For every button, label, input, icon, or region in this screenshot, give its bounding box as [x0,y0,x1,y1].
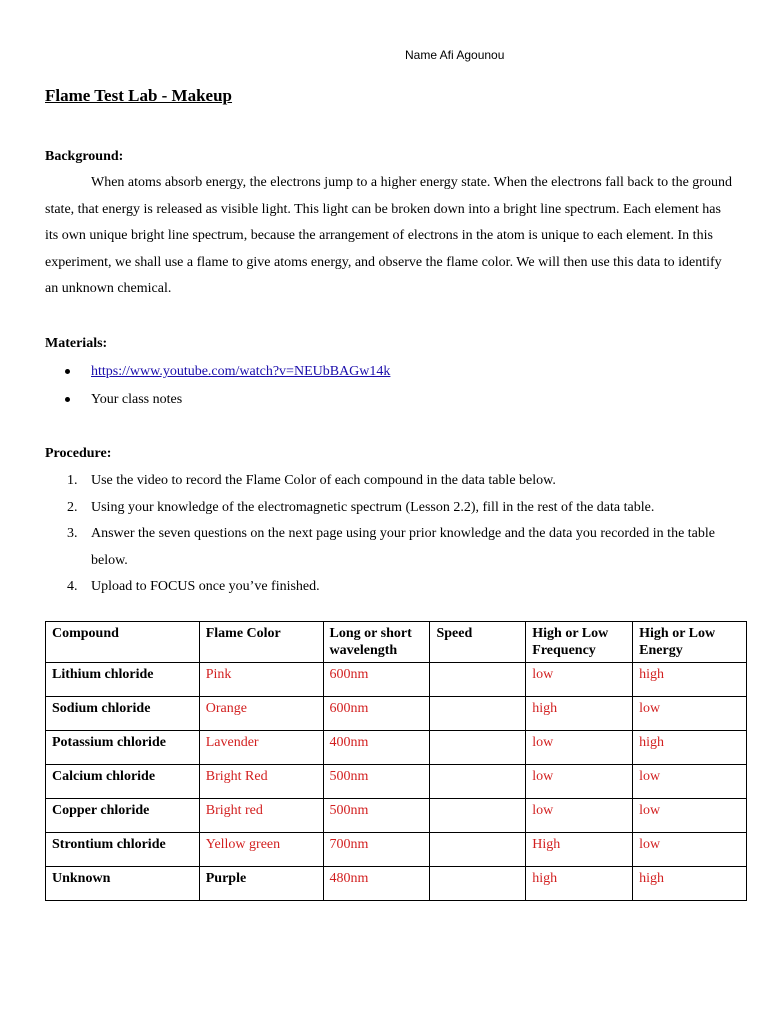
table-row [46,867,747,901]
compound-cell: Sodium chloride [46,697,200,731]
step-text: Answer the seven questions on the next page using your prior knowledge and the data you recorded in the table below. [91,526,715,568]
flame-color-cell[interactable]: Pink [199,663,323,697]
wavelength-cell[interactable]: 480nm [323,867,430,901]
frequency-cell[interactable]: low [526,731,633,765]
column-header: Compound [46,622,200,663]
speed-cell[interactable] [430,697,526,731]
energy-cell[interactable]: low [633,799,747,833]
energy-cell[interactable]: high [633,663,747,697]
compound-cell: Lithium chloride [46,663,200,697]
table-row [46,833,747,867]
wavelength-cell[interactable]: 500nm [323,799,430,833]
procedure-step [45,521,735,574]
frequency-cell[interactable]: High [526,833,633,867]
wavelength-cell[interactable]: 500nm [323,765,430,799]
speed-cell[interactable] [430,867,526,901]
step-number: 1. [67,473,78,488]
frequency-cell[interactable]: low [526,663,633,697]
wavelength-cell[interactable]: 600nm [323,663,430,697]
flame-color-cell[interactable]: Orange [199,697,323,731]
column-header: High or Low Frequency [526,622,633,663]
energy-cell[interactable]: high [633,731,747,765]
table-row [46,765,747,799]
wavelength-cell[interactable]: 700nm [323,833,430,867]
energy-cell[interactable]: low [633,697,747,731]
bullet-icon [65,397,70,402]
compound-cell: Copper chloride [46,799,200,833]
flame-color-cell[interactable]: Purple [199,867,323,901]
energy-cell[interactable]: low [633,765,747,799]
step-number: 3. [67,526,78,541]
column-header: High or Low Energy [633,622,747,663]
procedure-step [45,495,735,522]
frequency-cell[interactable]: low [526,765,633,799]
speed-cell[interactable] [430,663,526,697]
energy-cell[interactable]: low [633,833,747,867]
step-text: Use the video to record the Flame Color of each compound in the data table below. [91,473,556,488]
list-item[interactable] [45,358,390,386]
frequency-cell[interactable]: low [526,799,633,833]
step-number: 4. [67,579,78,594]
speed-cell[interactable] [430,731,526,765]
frequency-cell[interactable]: high [526,697,633,731]
materials-item-text: Your class notes [91,392,183,407]
flame-color-cell[interactable]: Yellow green [199,833,323,867]
student-name: Name Afi Agounou [405,48,505,62]
document-title: Flame Test Lab - Makeup [45,86,233,105]
procedure-heading: Procedure: [45,446,112,461]
speed-cell[interactable] [430,765,526,799]
column-header: Long or short wavelength [323,622,430,663]
procedure-step [45,468,735,495]
background-paragraph: When atoms absorb energy, the electrons jump to a higher energy state. When the electrons fall back to the ground state, that energy is released as visible light. This light can be broken down into a bright line spectrum. Each element has its own unique bright line spectrum, because the arrangement of electrons in the atom is unique to each element. In this experiment, we shall use a flame to give atoms energy, and observe the flame color. We will then use this data to identify an unknown chemical. [45,175,732,296]
flame-color-cell[interactable]: Bright Red [199,765,323,799]
table-header-row [46,622,747,663]
video-link[interactable]: https://www.youtube.com/watch?v=NEUbBAGw14k [91,364,391,379]
list-item [45,386,390,414]
flame-color-cell[interactable]: Bright red [199,799,323,833]
compound-cell: Potassium chloride [46,731,200,765]
materials-heading: Materials: [45,336,108,351]
background-heading: Background: [45,149,124,164]
materials-list [45,358,390,414]
step-number: 2. [67,499,78,515]
table-row [46,799,747,833]
compound-cell: Calcium chloride [46,765,200,799]
step-text: Upload to FOCUS once you’ve finished. [91,579,320,594]
procedure-step [45,574,735,601]
frequency-cell[interactable]: high [526,867,633,901]
column-header: Flame Color [199,622,323,663]
speed-cell[interactable] [430,833,526,867]
flame-color-cell[interactable]: Lavender [199,731,323,765]
step-text: Using your knowledge of the electromagnetic spectrum (Lesson 2.2), fill in the rest of the data table. [91,499,655,515]
table-row [46,663,747,697]
wavelength-cell[interactable]: 400nm [323,731,430,765]
wavelength-cell[interactable]: 600nm [323,697,430,731]
procedure-list [45,468,735,601]
compound-cell: Unknown [46,867,200,901]
column-header: Speed [430,622,526,663]
bullet-icon [65,369,70,374]
speed-cell[interactable] [430,799,526,833]
table-row [46,697,747,731]
data-table [45,621,747,901]
compound-cell: Strontium chloride [46,833,200,867]
table-row [46,731,747,765]
energy-cell[interactable]: high [633,867,747,901]
